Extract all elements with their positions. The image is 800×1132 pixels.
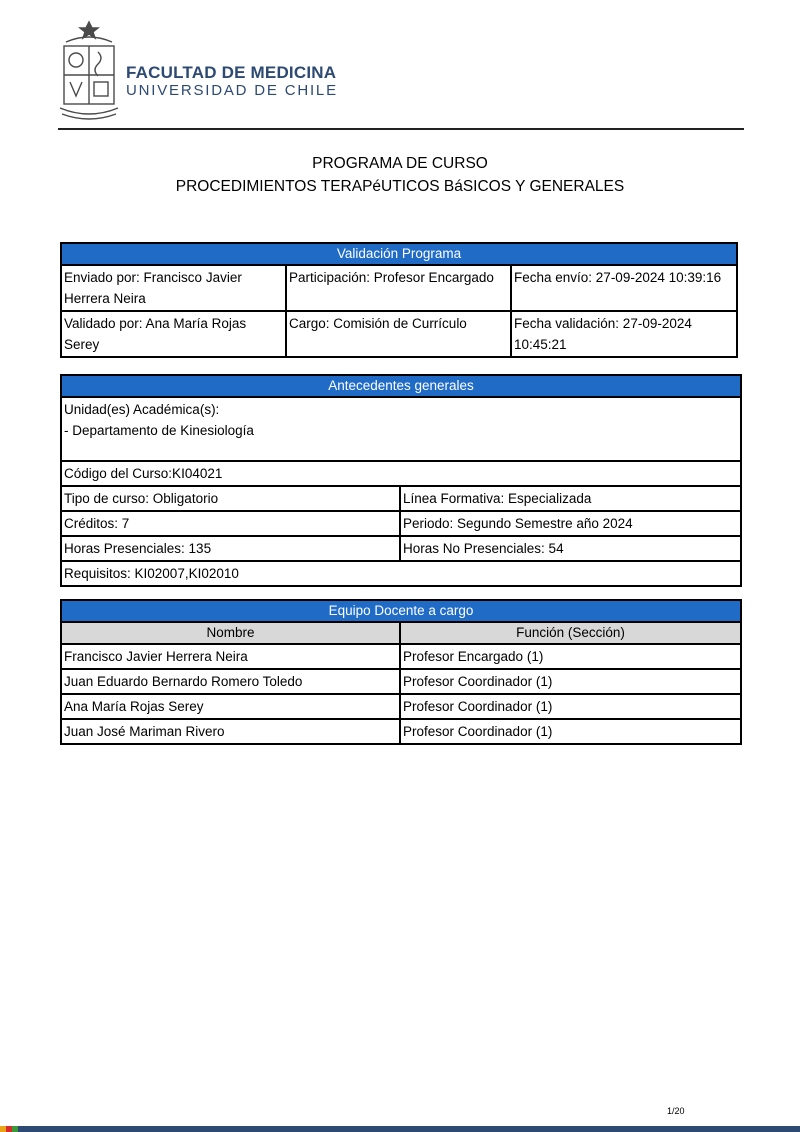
header-divider bbox=[58, 128, 744, 130]
teacher-name: Ana María Rojas Serey bbox=[61, 694, 400, 719]
faculty-name: FACULTAD DE MEDICINA bbox=[126, 63, 337, 82]
page-number: 1/20 bbox=[667, 1106, 685, 1116]
teacher-name: Juan Eduardo Bernardo Romero Toledo bbox=[61, 669, 400, 694]
teacher-name: Francisco Javier Herrera Neira bbox=[61, 644, 400, 669]
academic-units-label: Unidad(es) Académica(s): bbox=[64, 402, 220, 417]
teacher-role: Profesor Coordinador (1) bbox=[400, 694, 741, 719]
table-row bbox=[61, 694, 741, 719]
teacher-role: Profesor Coordinador (1) bbox=[400, 719, 741, 744]
teaching-team-table bbox=[60, 599, 742, 745]
stripe-segment bbox=[18, 1126, 800, 1132]
validated-by-cell: Validado por: Ana María Rojas Serey bbox=[61, 311, 286, 357]
course-title: PROCEDIMIENTOS TERAPéUTICOS BáSICOS Y GENERALES bbox=[175, 178, 625, 195]
faculty-wordmark bbox=[126, 64, 338, 100]
academic-units-cell bbox=[61, 397, 741, 461]
column-header-name: Nombre bbox=[61, 622, 400, 644]
doc-title: PROGRAMA DE CURSO bbox=[312, 155, 488, 172]
teacher-name: Juan José Mariman Rivero bbox=[61, 719, 400, 744]
general-info-table bbox=[60, 374, 742, 587]
table-row bbox=[61, 669, 741, 694]
academic-units-value: - Departamento de Kinesiología bbox=[64, 423, 254, 438]
teacher-role: Profesor Encargado (1) bbox=[400, 644, 741, 669]
credits-cell: Créditos: 7 bbox=[61, 511, 400, 536]
course-code-cell: Código del Curso:KI04021 bbox=[61, 461, 741, 486]
remote-hours-cell: Horas No Presenciales: 54 bbox=[400, 536, 741, 561]
table-row bbox=[61, 265, 737, 311]
footer-color-stripe bbox=[0, 1126, 800, 1132]
teaching-team-heading: Equipo Docente a cargo bbox=[61, 600, 741, 622]
table-row bbox=[61, 311, 737, 357]
in-person-hours-cell: Horas Presenciales: 135 bbox=[61, 536, 400, 561]
teacher-role: Profesor Coordinador (1) bbox=[400, 669, 741, 694]
period-cell: Periodo: Segundo Semestre año 2024 bbox=[400, 511, 741, 536]
validation-table bbox=[60, 242, 738, 358]
validation-heading: Validación Programa bbox=[61, 243, 737, 265]
column-header-role: Función (Sección) bbox=[400, 622, 741, 644]
sent-date-cell: Fecha envío: 27-09-2024 10:39:16 bbox=[511, 265, 737, 311]
general-info-heading: Antecedentes generales bbox=[61, 375, 741, 397]
role-cell: Cargo: Comisión de Currículo bbox=[286, 311, 511, 357]
table-row bbox=[61, 644, 741, 669]
sent-by-cell: Enviado por: Francisco Javier Herrera Neira bbox=[61, 265, 286, 311]
university-crest-logo bbox=[58, 20, 120, 124]
participation-cell: Participación: Profesor Encargado bbox=[286, 265, 511, 311]
validated-date-cell: Fecha validación: 27-09-2024 10:45:21 bbox=[511, 311, 737, 357]
requirements-cell: Requisitos: KI02007,KI02010 bbox=[61, 561, 741, 586]
course-type-cell: Tipo de curso: Obligatorio bbox=[61, 486, 400, 511]
table-row bbox=[61, 719, 741, 744]
university-name: UNIVERSIDAD DE CHILE bbox=[126, 82, 338, 99]
training-line-cell: Línea Formativa: Especializada bbox=[400, 486, 741, 511]
